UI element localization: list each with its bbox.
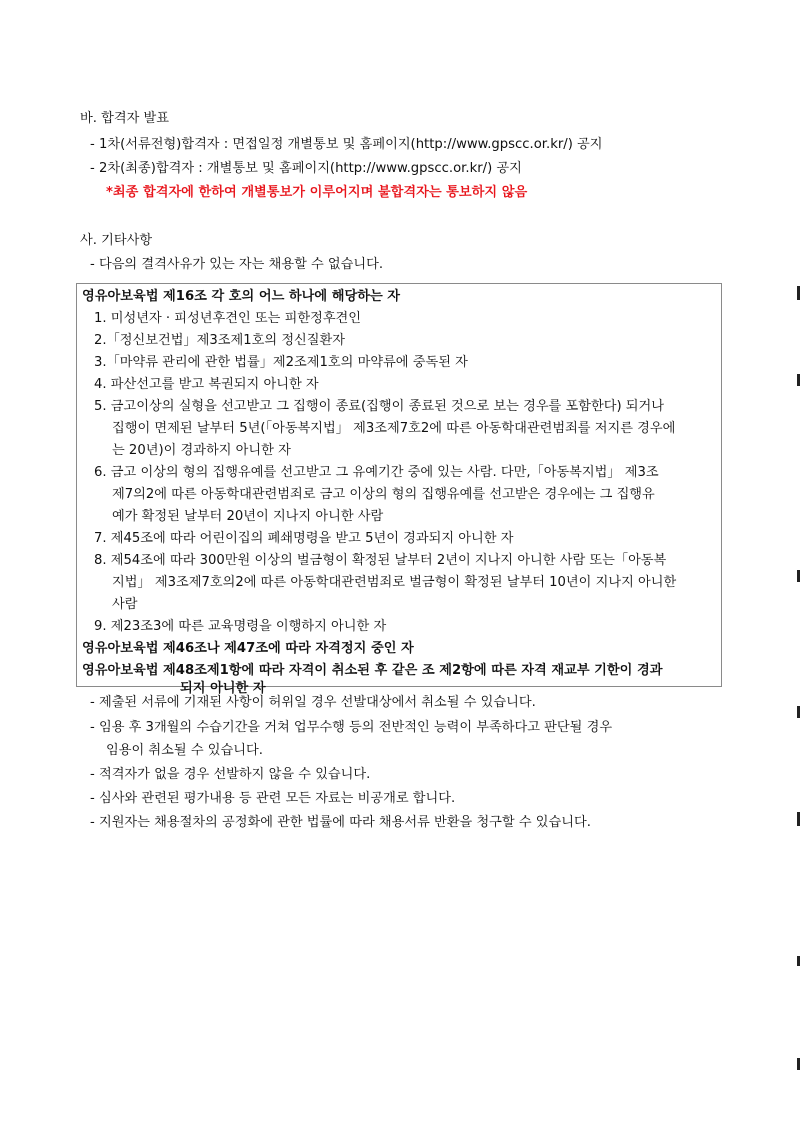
disqualification-box	[76, 283, 722, 696]
box-heading-article48: 영유아보육법 제48조제1항에 따라 자격이 취소된 후 같은 조 제2항에 따른 자격 재교부 기한이 경과	[82, 663, 663, 678]
list-item-continuation: 예가 확정된 날부터 20년이 지나지 아니한 사람	[112, 509, 384, 524]
note-no-qualified: - 적격자가 없을 경우 선발하지 않을 수 있습니다.	[90, 767, 371, 782]
notification-warning: *최종 합격자에 한하여 개별통보가 이루어지며 불합격자는 통보하지 않음	[106, 185, 528, 200]
list-item: 8. 제54조에 따라 300만원 이상의 벌금형이 확정된 날부터 2년이 지나지 아니한 사람 또는「아동복	[94, 553, 667, 568]
list-item-continuation: 지법」 제3조제7호의2에 따른 아동학대관련범죄로 벌금형이 확정된 날부터 10년이 지나지 아니한	[112, 575, 677, 590]
list-item: 6. 금고 이상의 형의 집행유예를 선고받고 그 유예기간 중에 있는 사람. 다만,「아동복지법」 제3조	[94, 465, 659, 480]
list-item: 3.「마약류 관리에 관한 법률」제2조제1호의 마약류에 중독된 자	[94, 355, 468, 370]
note-confidential: - 심사와 관련된 평가내용 등 관련 모든 자료는 비공개로 합니다.	[90, 791, 456, 806]
section-ba-title: 바. 합격자 발표	[80, 111, 170, 126]
final-round-announcement: - 2차(최종)합격자 : 개별통보 및 홈페이지(http://www.gpscc.or.kr/) 공지	[90, 161, 522, 176]
list-item: 2.「정신보건법」제3조제1호의 정신질환자	[94, 333, 346, 348]
list-item: 9. 제23조3에 따른 교육명령을 이행하지 아니한 자	[94, 619, 387, 634]
box-heading-article16: 영유아보육법 제16조 각 호의 어느 하나에 해당하는 자	[82, 289, 401, 304]
section-sa-title: 사. 기타사항	[80, 233, 153, 248]
note-false-documents: - 제출된 서류에 기재된 사항이 허위일 경우 선발대상에서 취소될 수 있습니다.	[90, 695, 536, 710]
list-item-continuation: 제7의2에 따른 아동학대관련범죄로 금고 이상의 형의 집행유예를 선고받은 경우에는 그 집행유	[112, 487, 655, 502]
box-heading-article48-continuation: 되지 아니한 자	[180, 681, 266, 696]
list-item: 7. 제45조에 따라 어린이집의 폐쇄명령을 받고 5년이 경과되지 아니한 자	[94, 531, 514, 546]
list-item: 1. 미성년자 · 피성년후견인 또는 피한정후견인	[94, 311, 362, 326]
disqualification-intro: - 다음의 결격사유가 있는 자는 채용할 수 없습니다.	[90, 257, 384, 272]
list-item-continuation: 사람	[112, 597, 138, 612]
list-item: 4. 파산선고를 받고 복권되지 아니한 자	[94, 377, 319, 392]
note-document-return: - 지원자는 채용절차의 공정화에 관한 법률에 따라 채용서류 반환을 청구할 수 있습니다.	[90, 815, 591, 830]
list-item: 5. 금고이상의 실형을 선고받고 그 집행이 종료(집행이 종료된 것으로 보는 경우를 포함한다) 되거나	[94, 399, 664, 414]
box-heading-article46-47: 영유아보육법 제46조나 제47조에 따라 자격정지 중인 자	[82, 641, 414, 656]
first-round-announcement: - 1차(서류전형)합격자 : 면접일정 개별통보 및 홈페이지(http://www.gpscc.or.kr/) 공지	[90, 137, 603, 152]
note-probation-continuation: 임용이 취소될 수 있습니다.	[106, 743, 263, 758]
note-probation: - 임용 후 3개월의 수습기간을 거쳐 업무수행 등의 전반적인 능력이 부족하다고 판단될 경우	[90, 720, 613, 735]
list-item-continuation: 는 20년)이 경과하지 아니한 자	[112, 443, 291, 458]
list-item-continuation: 집행이 면제된 날부터 5년(「아동복지법」 제3조제7호2에 따른 아동학대관련범죄를 저지른 경우에	[112, 421, 676, 436]
